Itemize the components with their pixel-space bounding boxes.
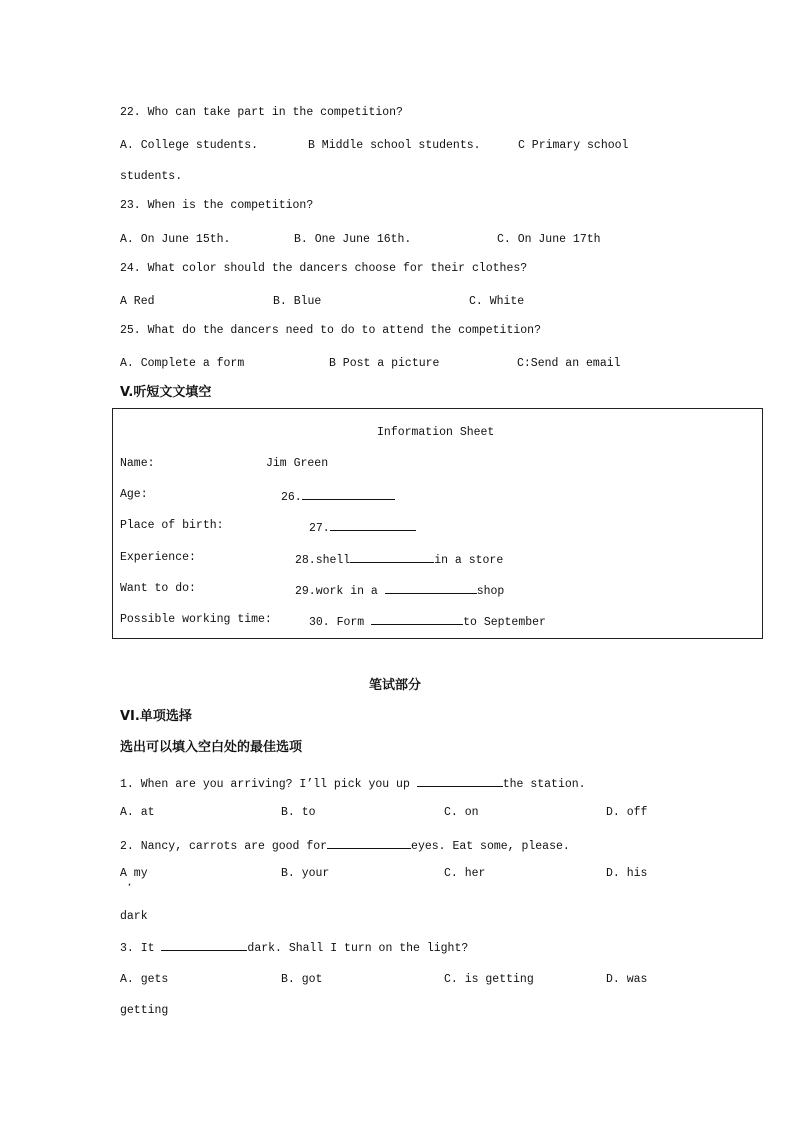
row-label: Name: bbox=[120, 457, 155, 470]
question-25: 25. What do the dancers need to do to attend the competition? bbox=[120, 324, 541, 337]
stray-text: dark bbox=[120, 910, 148, 923]
item-suffix: in a store bbox=[434, 554, 504, 567]
option-22b: B Middle school students. bbox=[308, 139, 481, 152]
option-25c: C:Send an email bbox=[517, 357, 621, 370]
option-23a: A. On June 15th. bbox=[120, 233, 231, 246]
option-22c-cont: students. bbox=[120, 170, 183, 183]
option-22a: A. College students. bbox=[120, 139, 259, 152]
question-text: 3. It bbox=[120, 942, 162, 955]
question-22: 22. Who can take part in the competition? bbox=[120, 106, 403, 119]
option-2d: D. his bbox=[606, 867, 648, 880]
option-25b: B Post a picture bbox=[329, 357, 440, 370]
written-part-title: 笔试部分 bbox=[369, 678, 422, 693]
option-2a: A my bbox=[120, 867, 148, 880]
item-number: 27. bbox=[309, 522, 330, 535]
option-25a: A. Complete a form bbox=[120, 357, 245, 370]
option-1c: C. on bbox=[444, 806, 479, 819]
row-value: Jim Green bbox=[266, 457, 329, 470]
option-3c: C. is getting bbox=[444, 973, 534, 986]
option-1d: D. off bbox=[606, 806, 648, 819]
row-fill bbox=[309, 519, 416, 536]
question-23: 23. When is the competition? bbox=[120, 199, 314, 212]
blank-1[interactable] bbox=[417, 775, 503, 787]
item-prefix: 30. Form bbox=[309, 616, 372, 629]
row-fill bbox=[295, 582, 504, 599]
question-text: 1. When are you arriving? I’ll pick you up bbox=[120, 778, 417, 791]
question-1 bbox=[120, 775, 586, 792]
item-suffix: to September bbox=[463, 616, 546, 629]
question-text: dark. Shall I turn on the light? bbox=[247, 942, 469, 955]
option-3d: D. was bbox=[606, 973, 648, 986]
option-22c: C Primary school bbox=[518, 139, 629, 152]
option-3a: A. gets bbox=[120, 973, 169, 986]
question-text: the station. bbox=[502, 778, 586, 791]
item-prefix: 29.work in a bbox=[295, 585, 385, 598]
row-label: Experience: bbox=[120, 551, 196, 564]
section-5-heading: V.听短文文填空 bbox=[120, 385, 212, 400]
instruction: 选出可以填入空白处的最佳选项 bbox=[120, 740, 303, 755]
option-24a: A Red bbox=[120, 295, 155, 308]
blank-2[interactable] bbox=[327, 837, 411, 849]
item-number: 26. bbox=[281, 491, 302, 504]
blank-27[interactable] bbox=[330, 519, 416, 531]
section-6-heading: VI.单项选择 bbox=[120, 709, 192, 724]
question-text: eyes. Eat some, please. bbox=[411, 840, 570, 853]
option-23b: B. One June 16th. bbox=[294, 233, 412, 246]
row-fill bbox=[309, 613, 546, 630]
option-3b: B. got bbox=[281, 973, 323, 986]
option-1b: B. to bbox=[281, 806, 316, 819]
option-2b: B. your bbox=[281, 867, 330, 880]
row-label: Place of birth: bbox=[120, 519, 224, 532]
blank-29[interactable] bbox=[385, 582, 477, 594]
row-fill bbox=[295, 551, 503, 568]
row-label: Age: bbox=[120, 488, 148, 501]
question-text: 2. Nancy, carrots are good for bbox=[120, 840, 328, 853]
blank-3[interactable] bbox=[161, 939, 247, 951]
option-24b: B. Blue bbox=[273, 295, 322, 308]
row-label: Possible working time: bbox=[120, 613, 272, 626]
option-24c: C. White bbox=[469, 295, 525, 308]
item-prefix: 28.shell bbox=[295, 554, 351, 567]
question-3 bbox=[120, 939, 468, 956]
blank-30[interactable] bbox=[371, 613, 463, 625]
stray-dot: · bbox=[126, 879, 133, 892]
question-24: 24. What color should the dancers choose for their clothes? bbox=[120, 262, 528, 275]
option-23c: C. On June 17th bbox=[497, 233, 601, 246]
option-1a: A. at bbox=[120, 806, 155, 819]
sheet-title: Information Sheet bbox=[377, 426, 495, 439]
row-fill bbox=[281, 488, 395, 505]
blank-26[interactable] bbox=[302, 488, 395, 500]
option-2c: C. her bbox=[444, 867, 486, 880]
option-3d-cont: getting bbox=[120, 1004, 169, 1017]
blank-28[interactable] bbox=[350, 551, 434, 563]
question-2 bbox=[120, 837, 570, 854]
row-label: Want to do: bbox=[120, 582, 196, 595]
item-suffix: shop bbox=[476, 585, 505, 598]
